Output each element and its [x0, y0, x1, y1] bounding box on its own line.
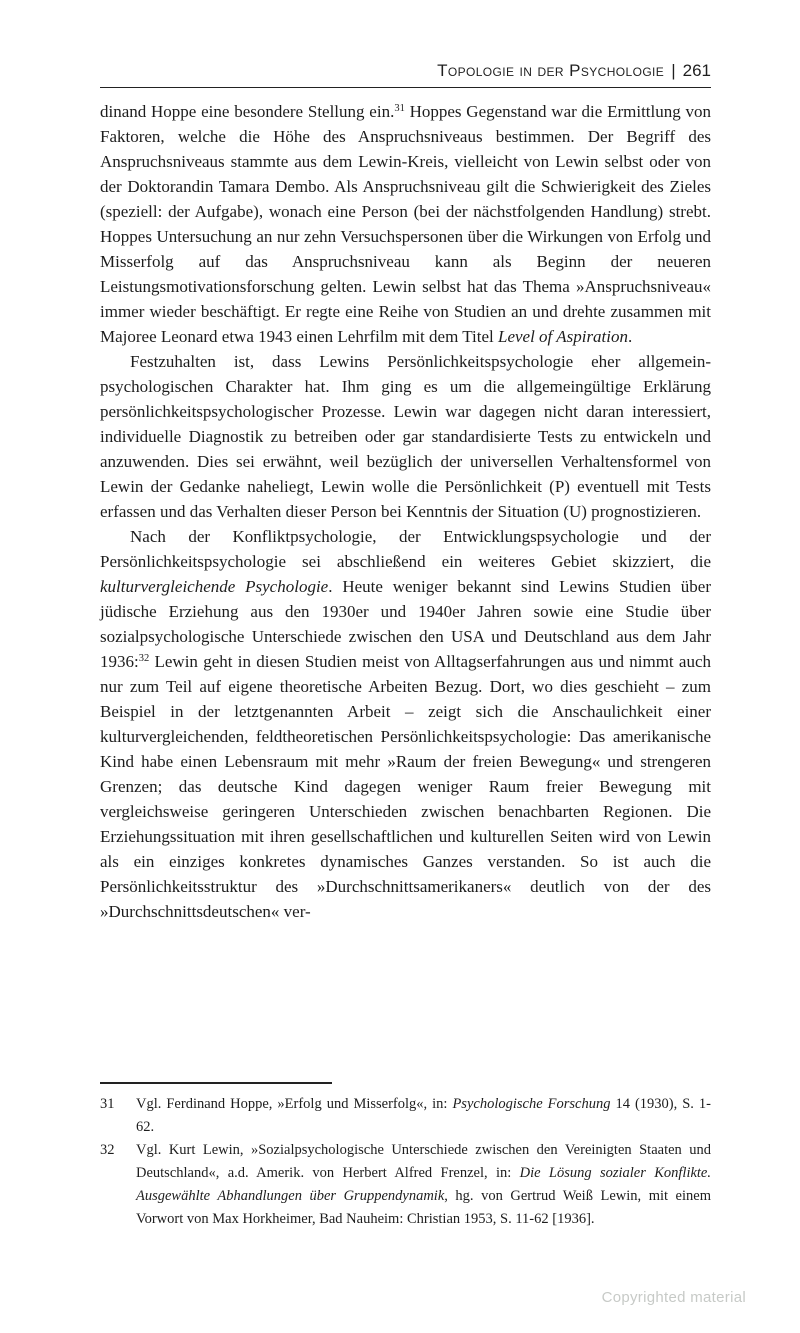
running-header-divider: |	[671, 61, 676, 80]
footnote-reference: 31	[394, 103, 405, 114]
running-header-title: Topologie in der Psychologie	[437, 61, 665, 80]
paragraph	[100, 524, 711, 924]
text-run: , hg. von Gertrud Weiß Lewin, mit einem Vorwort von Max Horkheimer, Bad Nauheim: Christian 1953, S. 11-62 [1936].	[136, 1188, 711, 1227]
text-run: . Heute weniger bekannt sind Lewins Studien über jüdische Erziehung aus den 1930er und 1940er Jahren sowie eine Studie über sozialpsychologische Unterschiede zwischen den USA und Deutschland aus dem Jahr 1936:	[100, 577, 711, 671]
text-run: Vgl. Ferdinand Hoppe, »Erfolg und Misserfolg«, in:	[136, 1096, 453, 1112]
footnote-list	[100, 1093, 711, 1231]
footnote-text	[136, 1093, 711, 1139]
footnote-separator-rule	[100, 1082, 332, 1084]
footnote-reference: 32	[138, 653, 150, 664]
text-run: Lewin geht in diesen Studien meist von Alltagserfahrungen aus und nimmt auch nur zum Teil auf eigene theoretische Arbeiten Bezug. Dort, wo dies geschieht – zum Beispiel in der letztgenannten Arbeit – zeigt sich die Anschaulichkeit einer kulturvergleichenden, feldtheoretischen Persönlichkeitspsychologie: Das amerikanische Kind habe einen Lebensraum mit mehr »Raum der freien Bewegung« und strengeren Grenzen; das deutsche Kind dagegen weniger Raum freier Bewegung mit vergleichsweise geringeren Unterschieden zwischen benachbarten Regionen. Die Erziehungssituation mit ihren gesellschaftlichen und kulturellen Seiten wird von Lewin als ein einziges konkretes dynamisches Ganzes verstanden. So ist auch die Persönlichkeitsstruktur des »Durchschnittsamerikaners« deutlich von der des »Durchschnittsdeutschen« ver-	[100, 652, 711, 921]
footnote	[100, 1093, 711, 1139]
italic-text: Die Lösung sozialer Konflikte. Ausgewählte Abhandlungen über Gruppendynamik	[136, 1165, 711, 1204]
paragraph	[100, 99, 711, 349]
text-run: .	[628, 327, 633, 346]
italic-text: Level of Aspiration	[497, 327, 628, 346]
text-run: Hoppes Gegenstand war die Ermittlung von Faktoren, welche die Höhe des Anspruchsniveaus bestimmen. Der Begriff des Anspruchsniveaus stammte aus dem Lewin-Kreis, vielleicht von Lewin selbst oder von der Doktorandin Tamara Dembo. Als Anspruchsniveau gilt die Schwierigkeit des Zieles (speziell: der Aufgabe), wonach eine Person (bei der nächstfolgenden Handlung) strebt. Hoppes Untersuchung an nur zehn Versuchspersonen über die Wirkungen von Erfolg und Misserfolg auf das Anspruchsniveau kann als Beginn der neueren Leistungsmotivationsforschung gelten. Lewin selbst hat das Thema »Anspruchsniveau« immer wieder beschäftigt. Er regte eine Reihe von Studien an und drehte zusammen mit Majoree Leonard etwa 1943 einen Lehrfilm mit dem Titel	[100, 102, 711, 346]
page-number: 261	[682, 61, 711, 80]
text-run: Festzuhalten ist, dass Lewins Persönlichkeitspsychologie eher allgemein-psychologischen Charakter hat. Ihm ging es um die allgemeingültige Erklärung persönlichkeitspsychologischer Prozesse. Lewin war dagegen nicht daran interessiert, individuelle Diagnostik zu betreiben oder gar standardisierte Tests zu entwickeln und anzuwenden. Dies sei erwähnt, weil bezüglich der universellen Verhaltensformel von Lewin der Gedanke naheliegt, Lewin wolle die Persönlichkeit (P) eventuell mit Tests erfassen und das Verhalten dieser Person bei Kenntnis der Situation (U) prognostizieren.	[100, 352, 711, 521]
header-rule	[100, 87, 711, 88]
running-header	[100, 61, 711, 81]
text-run: 14 (1930), S. 1-62.	[136, 1096, 711, 1135]
text-run: Vgl. Kurt Lewin, »Sozialpsychologische Unterschiede zwischen den Vereinigten Staaten und Deutschland«, a.d. Amerik. von Herbert Alfred Frenzel, in:	[136, 1142, 711, 1181]
text-run: dinand Hoppe eine besondere Stellung ein.	[100, 102, 395, 121]
footnote-number: 31	[100, 1096, 115, 1112]
footnote-text	[136, 1139, 711, 1231]
copyright-watermark: Copyrighted material	[601, 1289, 746, 1306]
footnote-number: 32	[100, 1142, 115, 1158]
footnotes-section	[100, 1082, 711, 1231]
footnote	[100, 1139, 711, 1231]
paragraph	[100, 349, 711, 524]
text-run: Nach der Konfliktpsychologie, der Entwicklungspsychologie und der Persönlichkeitspsychologie sei abschließend ein weiteres Gebiet skizziert, die	[100, 527, 711, 571]
italic-text: kulturvergleichende Psychologie	[100, 577, 329, 596]
italic-text: Psychologische Forschung	[452, 1096, 611, 1112]
body-text	[100, 99, 711, 924]
